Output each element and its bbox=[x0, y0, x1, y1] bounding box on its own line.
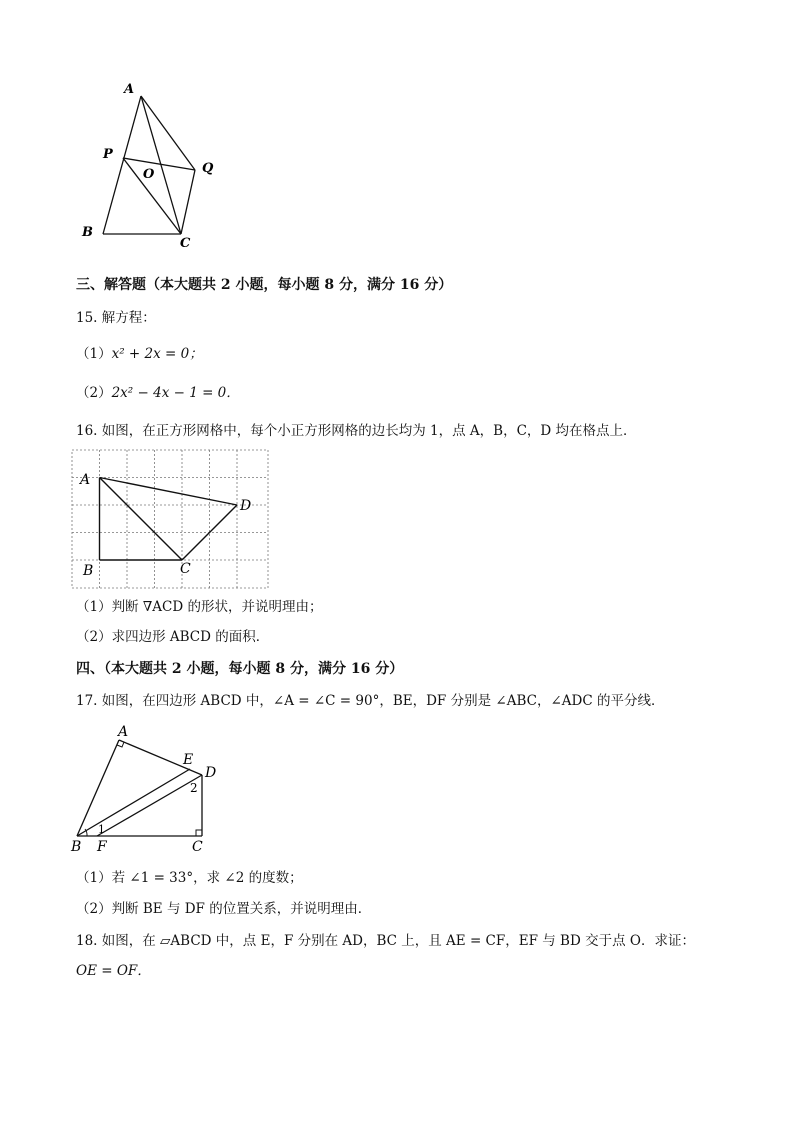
figure-grid-abcd bbox=[70, 448, 270, 590]
segment-aq bbox=[141, 96, 195, 170]
figure-quadrilateral-apqc bbox=[70, 72, 240, 262]
q16-stem: 16. 如图，在正方形网格中，每个小正方形网格的边长均为 1，点 A，B，C，D 均在格点上． bbox=[76, 423, 637, 439]
figure-quadrilateral-abcd-bisectors bbox=[66, 718, 236, 858]
label-c: C bbox=[192, 839, 203, 855]
segment-ac bbox=[141, 96, 181, 234]
label-b: B bbox=[71, 839, 82, 855]
label-b: B bbox=[83, 563, 94, 579]
section-4-heading: 四、（本大题共 2 小题，每小题 8 分，满分 16 分） bbox=[76, 661, 404, 677]
segment-df bbox=[97, 775, 202, 836]
q17-part2: （2）判断 BE 与 DF 的位置关系，并说明理由． bbox=[76, 901, 372, 917]
segment-ab bbox=[77, 740, 119, 836]
grid-border bbox=[72, 450, 268, 588]
label-d: D bbox=[205, 765, 217, 781]
label-d: D bbox=[240, 498, 252, 514]
q15-part2-label: （2） bbox=[76, 385, 112, 401]
label-angle-2: 2 bbox=[190, 781, 198, 795]
q16-part2: （2）求四边形 ABCD 的面积． bbox=[76, 629, 270, 645]
segment-ac bbox=[100, 478, 183, 561]
segment-ab bbox=[103, 96, 141, 234]
label-a: A bbox=[118, 724, 129, 740]
label-f: F bbox=[97, 839, 107, 855]
label-a: A bbox=[80, 472, 91, 488]
q15-stem: 15. 解方程： bbox=[76, 310, 156, 326]
label-c: C bbox=[180, 561, 191, 577]
label-b: B bbox=[82, 225, 93, 240]
section-3-heading: 三、解答题（本大题共 2 小题，每小题 8 分，满分 16 分） bbox=[76, 277, 453, 293]
q18-stem-line1: 18. 如图，在 ▱ABCD 中，点 E，F 分别在 AD，BC 上，且 AE = CF，EF 与 BD 交于点 O．求证： bbox=[76, 933, 695, 949]
q15-part1-equation: x² + 2x = 0； bbox=[111, 346, 203, 362]
q17-part1: （1）若 ∠1 = 33°，求 ∠2 的度数； bbox=[76, 870, 303, 886]
q15-part2-equation: 2x² − 4x − 1 = 0． bbox=[111, 385, 240, 401]
label-e: E bbox=[183, 752, 194, 768]
label-o: O bbox=[143, 167, 155, 182]
q17-stem: 17. 如图，在四边形 ABCD 中，∠A = ∠C = 90°，BE，DF 分别是 ∠ABC，∠ADC 的平分线． bbox=[76, 693, 665, 709]
q16-part1: （1）判断 ∇ACD 的形状，并说明理由； bbox=[76, 599, 323, 615]
label-c: C bbox=[180, 236, 191, 251]
label-a: A bbox=[124, 82, 135, 97]
label-angle-1: 1 bbox=[98, 823, 105, 836]
q15-part1 bbox=[76, 345, 203, 363]
right-angle-mark-c bbox=[196, 830, 202, 836]
q18-stem-line2: OE = OF． bbox=[76, 963, 151, 979]
segment-qc bbox=[181, 170, 195, 234]
label-p: P bbox=[103, 147, 113, 162]
segment-be bbox=[77, 769, 190, 836]
q15-part2 bbox=[76, 384, 240, 402]
label-q: Q bbox=[202, 161, 214, 176]
segment-ad bbox=[100, 478, 238, 506]
q15-part1-label: （1） bbox=[76, 346, 112, 362]
